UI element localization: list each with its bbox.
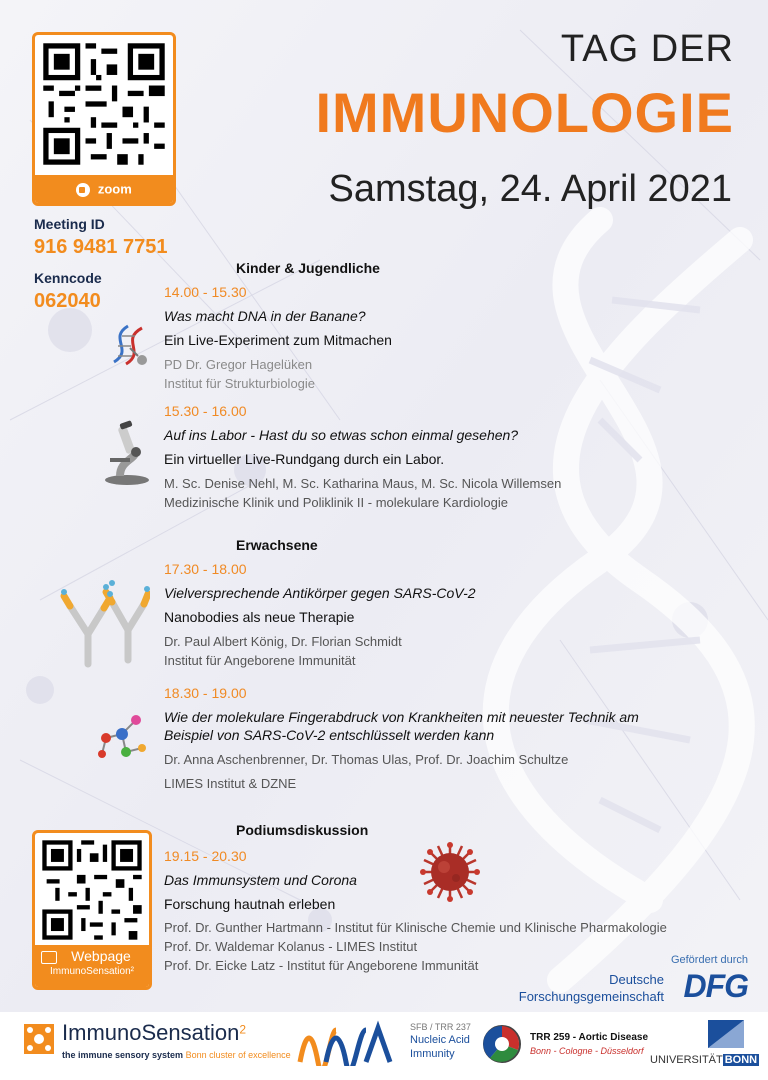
dfg-logo: DFG [683, 968, 748, 1004]
event3-institute: Institut für Angeborene Immunität [164, 653, 356, 668]
event5-title: Das Immunsystem und Corona [164, 872, 357, 888]
webpage-name: ImmunoSensation² [50, 966, 134, 977]
event2-subtitle: Ein virtueller Live-Rundgang durch ein Labor. [164, 451, 445, 467]
webpage-icon [41, 951, 57, 964]
passcode-label: Kenncode [34, 270, 102, 286]
trr259-logo-icon [482, 1024, 522, 1064]
uni-bonn-logo [650, 1054, 759, 1066]
event3-speakers: Dr. Paul Albert König, Dr. Florian Schmidt [164, 634, 402, 649]
event4-title-line1: Wie der molekulare Fingerabdruck von Krankheiten mit neuester Technik am [164, 709, 639, 725]
event3-title: Vielversprechende Antikörper gegen SARS-CoV-2 [164, 585, 476, 601]
section-panel: Podiumsdiskussion [236, 822, 369, 838]
event5-time: 19.15 - 20.30 [164, 848, 247, 864]
event1-speakers: PD Dr. Gregor Hagelüken [164, 357, 313, 372]
event5-speaker2: Prof. Dr. Waldemar Kolanus - LIMES Institut [164, 939, 418, 954]
passcode-value[interactable]: 062040 [34, 290, 101, 312]
zoom-qr-code [38, 38, 170, 170]
immunosensation-tagline [62, 1050, 291, 1060]
event4-time: 18.30 - 19.00 [164, 685, 247, 701]
event1-subtitle: Ein Live-Experiment zum Mitmachen [164, 332, 392, 348]
webpage-qr-code [38, 836, 146, 944]
uni-label: UNIVERSITÄT [650, 1054, 723, 1066]
immunosensation-mark-icon [24, 1024, 54, 1054]
trr-cities: Bonn - Cologne - Düsseldorf [530, 1046, 644, 1056]
event4-title-line2: Beispiel von SARS-CoV-2 entschlüsselt werden kann [164, 727, 495, 743]
section-adults: Erwachsene [236, 537, 318, 553]
dfg-org-line2: Forschungsgemeinschaft [518, 989, 664, 1004]
event1-institute: Institut für Strukturbiologie [164, 376, 316, 391]
event5-speaker3: Prof. Dr. Eicke Latz - Institut für Angeborene Immunität [164, 958, 479, 973]
sfb-line2: Immunity [410, 1048, 455, 1060]
event1-title: Was macht DNA in der Banane? [164, 308, 366, 324]
immunosensation-tag2: Bonn cluster of excellence [185, 1050, 291, 1060]
immunosensation-logo [62, 1020, 246, 1046]
immunosensation-sup: 2 [239, 1022, 247, 1037]
dna-molecule-icon [104, 320, 152, 368]
partner-logo-strip [0, 1012, 768, 1080]
event2-time: 15.30 - 16.00 [164, 403, 247, 419]
trr-title: TRR 259 - Aortic Disease [530, 1032, 649, 1043]
microscope-icon [102, 420, 152, 486]
uni-bonn-mark-icon [708, 1020, 744, 1048]
meeting-id-label: Meeting ID [34, 216, 105, 232]
event2-speakers: M. Sc. Denise Nehl, M. Sc. Katharina Maus, M. Sc. Nicola Willemsen [164, 476, 562, 491]
camera-icon [76, 183, 90, 197]
section-kids: Kinder & Jugendliche [236, 260, 380, 276]
coronavirus-icon [420, 842, 480, 902]
zoom-footer [35, 175, 173, 203]
webpage-footer [35, 945, 149, 987]
sfb-label: SFB / TRR 237 [410, 1022, 471, 1032]
webpage-label: Webpage [71, 948, 131, 964]
meeting-id-value[interactable]: 916 9481 7751 [34, 236, 168, 258]
event4-institute: LIMES Institut & DZNE [164, 776, 297, 791]
event5-speaker1: Prof. Dr. Gunther Hartmann - Institut für Klinische Chemie und Klinische Pharmakologie [164, 920, 667, 935]
event2-institute: Medizinische Klinik und Poliklinik II - molekulare Kardiologie [164, 495, 508, 510]
molecular-network-icon [96, 710, 150, 762]
immunosensation-tag1: the immune sensory system [62, 1050, 184, 1060]
event2-title: Auf ins Labor - Hast du so etwas schon einmal gesehen? [164, 427, 519, 443]
sfb-line1: Nucleic Acid [410, 1034, 470, 1046]
event4-speakers: Dr. Anna Aschenbrenner, Dr. Thomas Ulas, Prof. Dr. Joachim Schultze [164, 752, 569, 767]
uni-bonn: BONN [724, 1054, 758, 1066]
immunosensation-name: ImmunoSensation [62, 1020, 240, 1045]
event-date: Samstag, 24. April 2021 [328, 168, 732, 210]
nai-logo-icon [296, 1020, 396, 1066]
event5-subtitle: Forschung hautnah erleben [164, 896, 336, 912]
dfg-org-line1: Deutsche [609, 972, 664, 987]
event3-time: 17.30 - 18.00 [164, 561, 247, 577]
event1-time: 14.00 - 15.30 [164, 284, 247, 300]
zoom-qr-card[interactable] [32, 32, 176, 206]
antibody-icon [58, 574, 150, 670]
event3-subtitle: Nanobodies als neue Therapie [164, 609, 355, 625]
title-line1: TAG DER [560, 28, 734, 70]
webpage-qr-card[interactable] [32, 830, 152, 990]
funding-label: Gefördert durch [670, 954, 748, 966]
zoom-brand: zoom [97, 181, 132, 197]
title-line2: IMMUNOLOGIE [315, 81, 734, 144]
